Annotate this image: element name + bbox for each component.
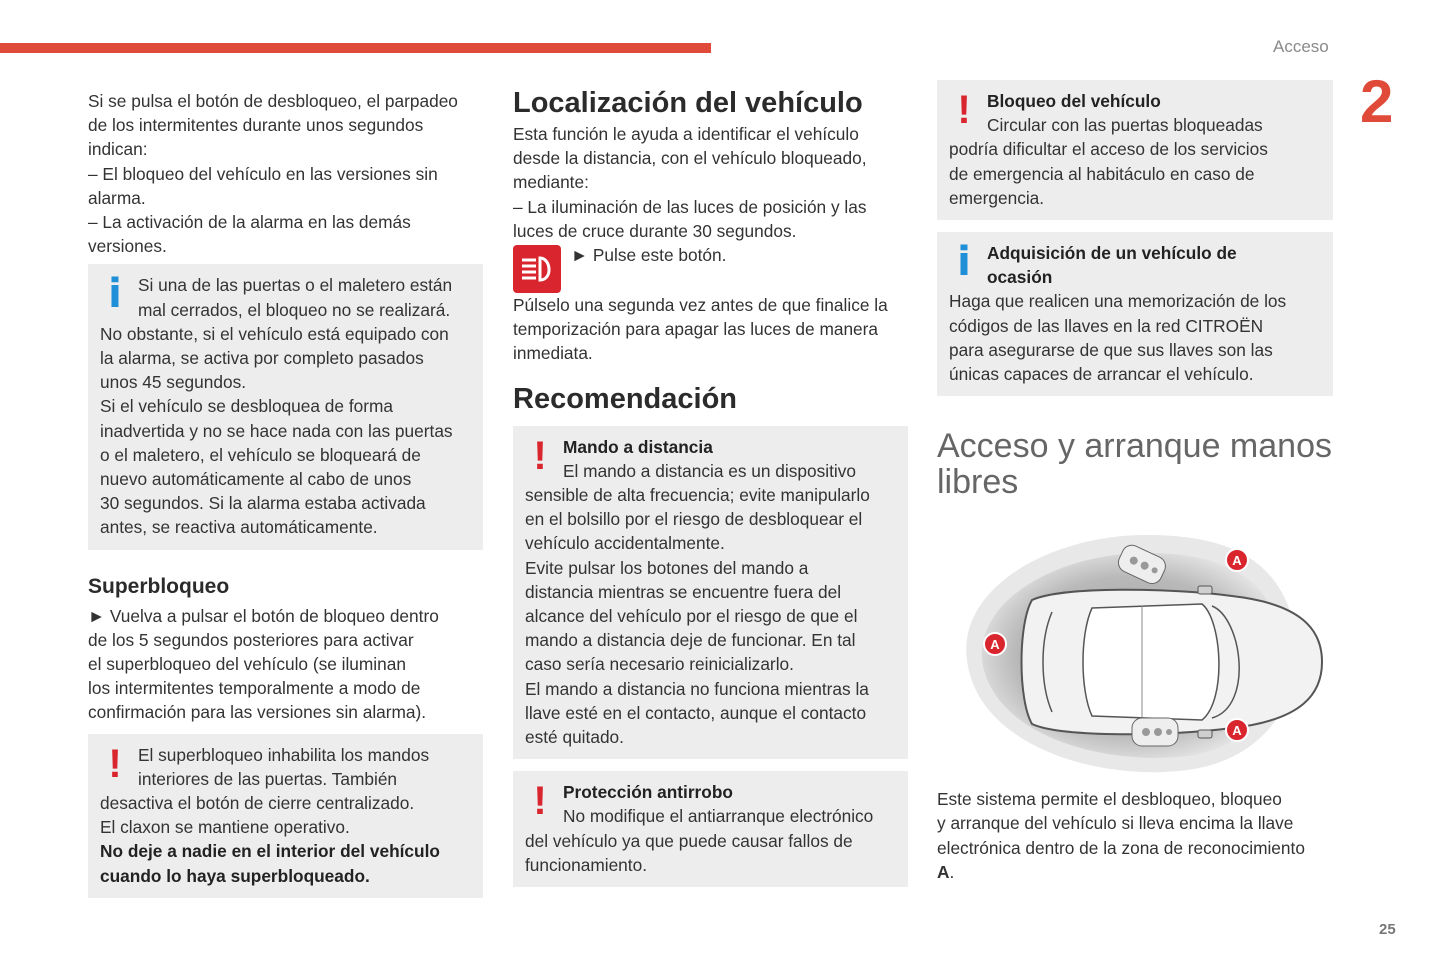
text-line: inmediata. xyxy=(513,343,593,364)
text-line: de emergencia al habitáculo en caso de xyxy=(949,163,1255,184)
period: . xyxy=(949,861,955,882)
localizacion-after-paragraph xyxy=(513,293,908,366)
info-icon: i xyxy=(957,239,971,286)
text-line: Circular con las puertas bloqueadas xyxy=(987,115,1263,136)
text-line: mal cerrados, el bloqueo no se realizará. xyxy=(138,299,451,320)
text-line: caso sería necesario reinicializarlo. xyxy=(525,654,794,675)
text-line: y arranque del vehículo si lleva encima la llave xyxy=(937,813,1294,834)
note-title: ocasión xyxy=(987,267,1053,288)
text-line: Púlselo una segunda vez antes de que finalice la xyxy=(513,295,888,316)
heading-line: libres xyxy=(937,463,1019,502)
text-line: confirmación para las versiones sin alarma). xyxy=(88,702,427,723)
text-line: funcionamiento. xyxy=(525,854,648,875)
text-line: antes, se reactiva automáticamente. xyxy=(100,517,378,538)
text-line: electrónica dentro de la zona de reconocimiento xyxy=(937,837,1305,858)
warning-note-remote xyxy=(513,426,908,760)
localizacion-paragraph xyxy=(513,122,908,243)
text-line: distancia mientras se encuentre fuera del xyxy=(525,581,842,602)
text-line: – El bloqueo del vehículo en las versiones sin xyxy=(88,163,438,184)
button-caption: ► Pulse este botón. xyxy=(571,245,727,266)
text-line: esté quitado. xyxy=(525,727,624,748)
warning-icon: ! xyxy=(533,433,547,478)
text-line: desactiva el botón de cierre centralizado. xyxy=(100,793,415,814)
headlight-button-icon xyxy=(513,245,561,293)
localizacion-heading: Localización del vehículo xyxy=(513,87,863,119)
warning-note-superbloqueo xyxy=(88,734,483,898)
section-label: Acceso xyxy=(1273,37,1329,56)
recognition-zone-diagram xyxy=(937,520,1333,775)
system-paragraph xyxy=(937,787,1333,884)
svg-text:A: A xyxy=(1232,723,1242,739)
note-title: Adquisición de un vehículo de xyxy=(987,243,1237,264)
text-line: desde la distancia, con el vehículo bloqueado, xyxy=(513,148,867,169)
text-line: ► Vuelva a pulsar el botón de bloqueo dentro xyxy=(88,605,439,626)
text-line: El mando a distancia es un dispositivo xyxy=(563,460,856,481)
warning-icon: ! xyxy=(108,741,122,786)
zone-marker-a-left xyxy=(984,633,1006,655)
text-line: El superbloqueo inhabilita los mandos xyxy=(138,744,430,765)
heading-line: Acceso y arranque manos xyxy=(937,427,1332,466)
text-line: emergencia. xyxy=(949,187,1045,208)
text-line: El mando a distancia no funciona mientras la xyxy=(525,678,869,699)
info-note-used-vehicle xyxy=(937,232,1333,396)
text-line: unos 45 segundos. xyxy=(100,372,247,393)
button-instruction xyxy=(513,245,908,293)
text-line: nuevo automáticamente al cabo de unos xyxy=(100,469,412,490)
text-line: para asegurarse de que sus llaves son las xyxy=(949,339,1273,360)
superbloqueo-heading: Superbloqueo xyxy=(88,574,230,598)
svg-text:A: A xyxy=(990,637,1000,653)
text-line: – La iluminación de las luces de posición y las xyxy=(513,196,867,217)
text-line: los intermitentes temporalmente a modo de xyxy=(88,678,421,699)
text-line: o el maletero, el vehículo se bloqueará de xyxy=(100,444,421,465)
column-1 xyxy=(88,89,483,898)
text-line: sensible de alta frecuencia; evite manipularlo xyxy=(525,485,870,506)
text-line: únicas capaces de arrancar el vehículo. xyxy=(949,364,1254,385)
zone-marker-a-top-right xyxy=(1226,549,1248,571)
text-line: de los 5 segundos posteriores para activar xyxy=(88,629,414,650)
page-number: 25 xyxy=(1379,921,1396,938)
text-line: mando a distancia deje de funcionar. En tal xyxy=(525,630,856,651)
warning-note-lock xyxy=(937,80,1333,220)
text-line: indican: xyxy=(88,139,148,160)
zone-reference: A xyxy=(937,861,950,882)
text-line: alarma. xyxy=(88,187,146,208)
column-2 xyxy=(513,86,908,887)
handsfree-heading xyxy=(937,428,1333,500)
text-line: Esta función le ayuda a identificar el vehículo xyxy=(513,124,859,144)
text-line: temporización para apagar las luces de manera xyxy=(513,319,879,340)
text-line: Evite pulsar los botones del mando a xyxy=(525,557,809,578)
text-line: de los intermitentes durante unos segundos xyxy=(88,115,424,136)
superbloqueo-paragraph xyxy=(88,604,483,725)
key-fob-bottom xyxy=(1132,718,1178,746)
text-line: llave esté en el contacto, aunque el contacto xyxy=(525,702,867,723)
text-line: Si una de las puertas o el maletero están xyxy=(138,275,453,296)
text-line: Si el vehículo se desbloquea de forma xyxy=(100,396,394,417)
text-line: alcance del vehículo por el riesgo de que el xyxy=(525,606,858,627)
text-line: luces de cruce durante 30 segundos. xyxy=(513,220,797,241)
text-line: del vehículo ya que puede causar fallos de xyxy=(525,830,853,851)
svg-text:A: A xyxy=(1232,553,1242,569)
car-top-view xyxy=(1022,586,1323,738)
note-title: Protección antirrobo xyxy=(563,782,733,803)
text-line: Este sistema permite el desbloqueo, bloqueo xyxy=(937,789,1282,810)
chapter-number: 2 xyxy=(1360,68,1394,135)
text-line: versiones. xyxy=(88,236,167,257)
text-line: Si se pulsa el botón de desbloqueo, el parpadeo xyxy=(88,91,458,111)
text-line: interiores de las puertas. También xyxy=(138,768,398,789)
text-line: podría dificultar el acceso de los servicios xyxy=(949,139,1268,160)
text-line: mediante: xyxy=(513,172,589,193)
text-line: la alarma, se activa por completo pasados xyxy=(100,348,424,369)
text-line: el superbloqueo del vehículo (se iluminan xyxy=(88,654,406,675)
intro-paragraph xyxy=(88,89,483,258)
text-line: – La activación de la alarma en las demás xyxy=(88,212,411,233)
text-line: en el bolsillo por el riesgo de desbloquear el xyxy=(525,509,863,530)
text-line: inadvertida y no se hace nada con las puertas xyxy=(100,420,453,441)
info-note-locking xyxy=(88,264,483,549)
column-3 xyxy=(937,80,1333,884)
info-icon: i xyxy=(108,271,122,318)
bold-warning-line: No deje a nadie en el interior del vehículo xyxy=(100,841,440,862)
text-line: No modifique el antiarranque electrónico xyxy=(563,806,874,827)
note-title: Mando a distancia xyxy=(563,436,713,457)
text-line: No obstante, si el vehículo está equipado con xyxy=(100,323,449,344)
text-line: El claxon se mantiene operativo. xyxy=(100,817,350,838)
text-line: códigos de las llaves en la red CITROËN xyxy=(949,315,1264,336)
bold-warning-line: cuando lo haya superbloqueado. xyxy=(100,865,370,886)
zone-marker-a-bottom-right xyxy=(1226,719,1248,741)
warning-note-antitheft xyxy=(513,771,908,887)
recomendacion-heading: Recomendación xyxy=(513,382,737,415)
text-line: Haga que realicen una memorización de los xyxy=(949,291,1287,312)
text-line xyxy=(937,860,1333,884)
warning-icon: ! xyxy=(957,88,971,132)
header-accent-bar xyxy=(0,43,711,53)
text-line: vehículo accidentalmente. xyxy=(525,533,725,554)
note-title: Bloqueo del vehículo xyxy=(987,91,1161,111)
warning-icon: ! xyxy=(533,779,547,824)
text-line: 30 segundos. Si la alarma estaba activada xyxy=(100,493,426,514)
